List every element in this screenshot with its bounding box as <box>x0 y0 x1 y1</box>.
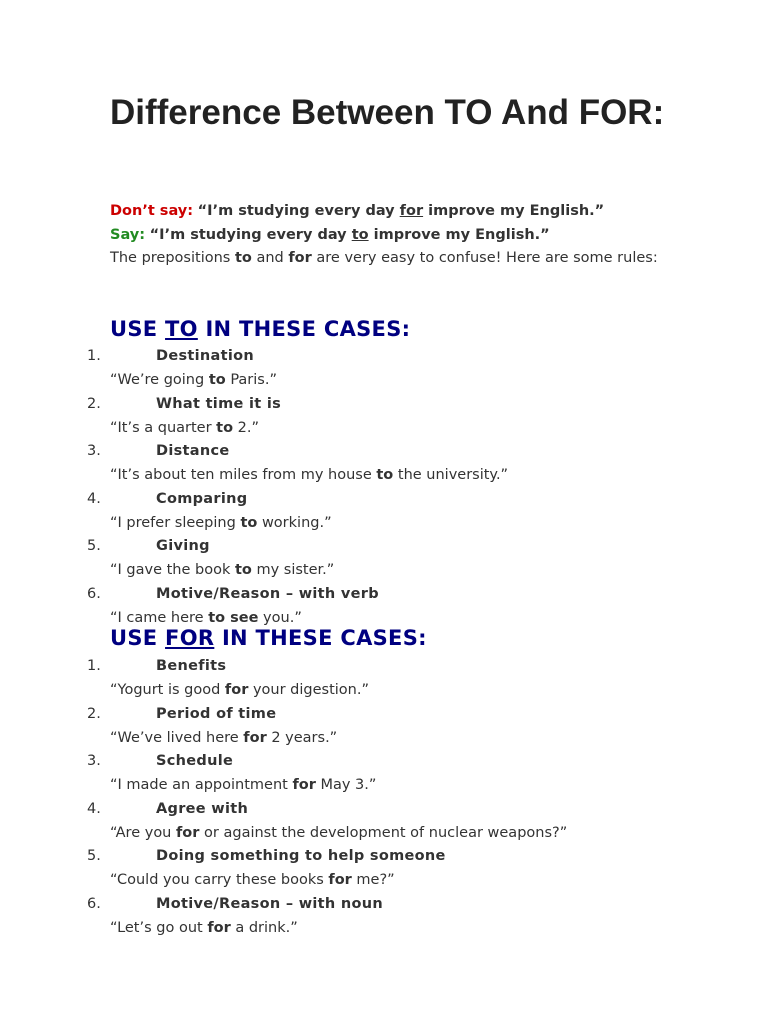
example-text-start: “We’re going <box>110 372 209 388</box>
say-line <box>110 223 550 247</box>
example-preposition: for <box>176 824 200 841</box>
list-item-example <box>110 821 567 845</box>
example-text-end: or against the development of nuclear weapons?” <box>199 824 568 841</box>
example-text-start: “Let’s go out <box>110 920 208 936</box>
example-text-start: “I gave the book <box>110 562 235 579</box>
example-preposition: for <box>243 729 267 746</box>
list-item-heading: Period of time <box>156 705 277 722</box>
example-text-start: “It’s about ten miles from my house <box>110 467 377 484</box>
example-preposition: to <box>234 562 252 579</box>
example-text-end: Paris.” <box>225 372 277 388</box>
dont-say-word: for <box>399 203 424 219</box>
dont-say-quote-end: improve my English.” <box>423 203 605 219</box>
example-text-end: 2 years.” <box>266 729 338 746</box>
example-text-end: the university.” <box>393 467 509 484</box>
intro-word-to: to <box>234 250 252 266</box>
example-text-end: a drink.” <box>230 920 298 936</box>
list-item-number: 3. <box>87 443 101 460</box>
list-item-example <box>110 868 395 892</box>
say-quote-start: “I’m studying every day <box>149 227 352 243</box>
dont-say-label: Don’t say: <box>110 203 194 219</box>
to-heading-word: TO <box>165 317 198 341</box>
say-quote-end: improve my English.” <box>368 227 550 243</box>
list-item-number: 6. <box>87 586 101 602</box>
example-text-start: “I came here <box>110 610 209 626</box>
example-text-start: “Yogurt is good <box>110 682 225 698</box>
list-item-number: 6. <box>87 896 101 912</box>
list-item-heading: Distance <box>156 443 230 460</box>
list-item-heading: Giving <box>156 538 210 555</box>
for-heading-post: IN THESE CASES: <box>214 626 427 650</box>
say-word: to <box>351 227 369 243</box>
example-text-start: “I prefer sleeping <box>110 514 241 531</box>
intro-paragraph <box>110 246 670 270</box>
dont-say-line <box>110 199 604 223</box>
list-item-example <box>110 463 508 487</box>
list-item-example <box>110 416 259 440</box>
for-heading-word: FOR <box>165 626 215 650</box>
example-text-end: my sister.” <box>251 562 335 579</box>
example-text-start: “We’ve lived here <box>110 729 244 746</box>
example-preposition: to <box>240 514 258 531</box>
example-preposition: for <box>328 872 352 889</box>
intro-word-for: for <box>288 250 312 266</box>
list-item-example <box>110 368 277 392</box>
list-item-number: 4. <box>87 800 101 817</box>
example-preposition: to <box>216 419 234 436</box>
list-item-heading: Motive/Reason – with verb <box>156 586 379 602</box>
list-item-example <box>110 773 376 797</box>
list-item-heading: Comparing <box>156 490 248 507</box>
example-preposition: to see <box>208 610 259 626</box>
example-text-end: me?” <box>351 872 395 889</box>
example-text-start: “Are you <box>110 824 176 841</box>
list-item-number: 5. <box>87 538 101 555</box>
example-text-end: 2.” <box>233 419 260 436</box>
to-heading-pre: USE <box>110 317 166 341</box>
say-label: Say: <box>110 227 146 243</box>
list-item-heading: What time it is <box>156 395 282 412</box>
example-text-start: “Could you carry these books <box>110 872 329 889</box>
list-item-number: 2. <box>87 395 101 412</box>
dont-say-quote-start: “I’m studying every day <box>197 203 400 219</box>
list-item-heading: Benefits <box>156 658 227 674</box>
example-preposition: to <box>376 467 394 484</box>
for-heading-pre: USE <box>110 626 166 650</box>
list-item-number: 5. <box>87 848 101 865</box>
list-item-number: 3. <box>87 753 101 770</box>
list-item-example <box>110 726 337 750</box>
example-preposition: for <box>292 777 316 794</box>
list-item-example <box>110 678 369 702</box>
example-preposition: for <box>224 682 249 698</box>
list-item-number: 1. <box>87 348 101 364</box>
example-text-end: you.” <box>258 610 302 626</box>
to-section-heading <box>110 314 410 344</box>
list-item-number: 4. <box>87 490 101 507</box>
example-text-start: “It’s a quarter <box>110 419 217 436</box>
for-section-heading <box>110 623 427 653</box>
list-item-heading: Schedule <box>156 753 234 770</box>
list-item-heading: Doing something to help someone <box>156 848 446 865</box>
example-text-end: May 3.” <box>315 777 377 794</box>
intro-text-3: are very easy to confuse! Here are some rules: <box>311 250 658 266</box>
list-item-heading: Motive/Reason – with noun <box>156 896 384 912</box>
list-item-example <box>110 511 332 535</box>
list-item-example <box>110 916 298 940</box>
to-heading-post: IN THESE CASES: <box>197 317 411 341</box>
example-text-start: “I made an appointment <box>110 777 293 794</box>
list-item-heading: Agree with <box>156 800 249 817</box>
list-item-number: 2. <box>87 705 101 722</box>
example-text-end: working.” <box>257 514 332 531</box>
example-text-end: your digestion.” <box>248 682 369 698</box>
example-preposition: for <box>207 920 231 936</box>
list-item-heading: Destination <box>156 348 254 364</box>
intro-text-2: and <box>251 250 289 266</box>
list-item-example <box>110 558 334 582</box>
intro-text-1: The prepositions <box>110 250 235 266</box>
example-preposition: to <box>208 372 226 388</box>
list-item-number: 1. <box>87 658 101 674</box>
page-title: Difference Between TO And FOR: <box>110 93 665 132</box>
